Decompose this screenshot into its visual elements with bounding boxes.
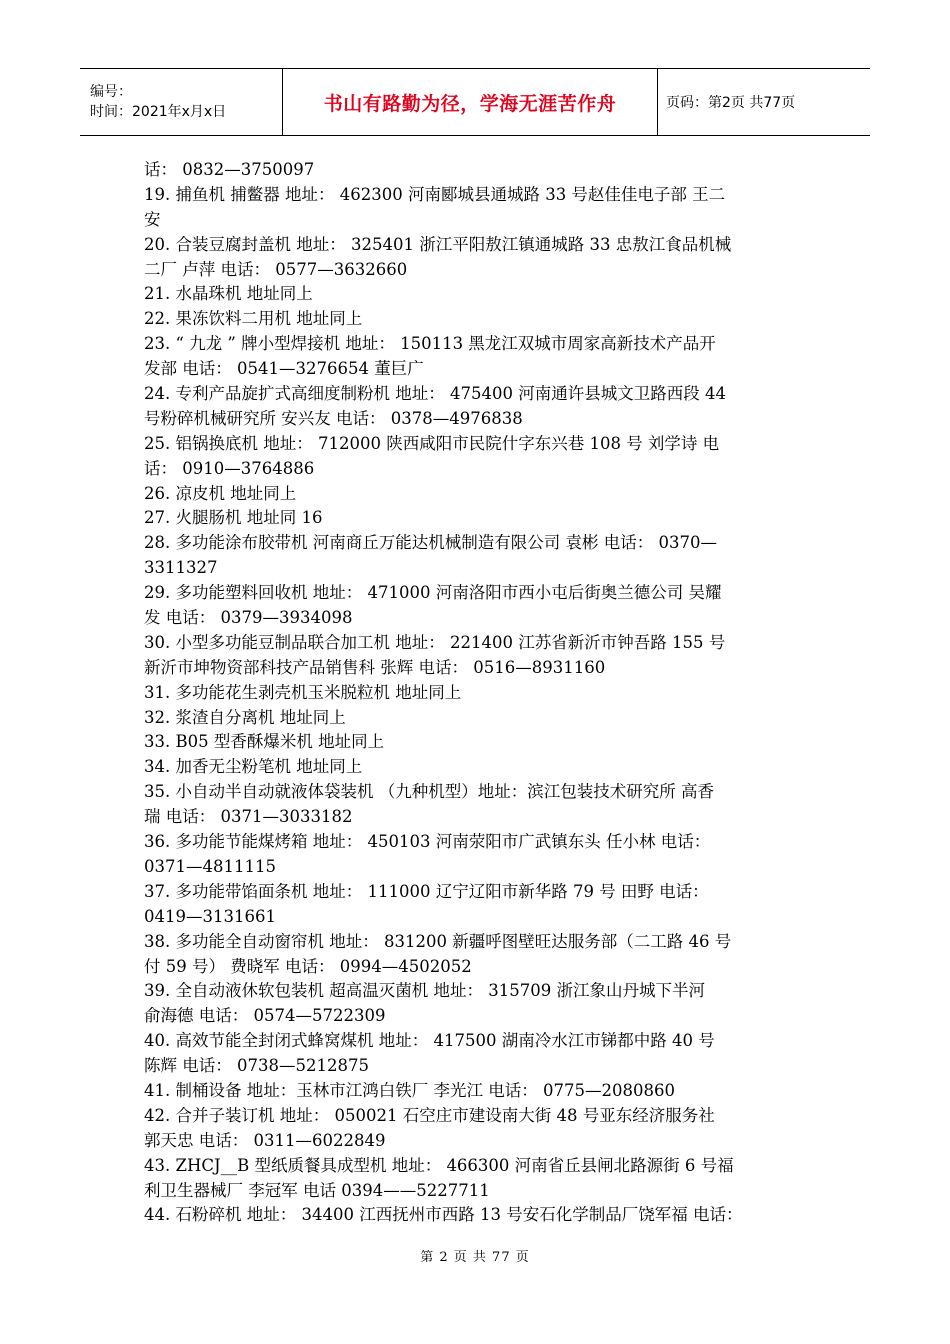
- text-line: 29. 多功能塑料回收机 地址： 471000 河南洛阳市西小屯后街奥兰德公司 吴耀: [144, 583, 722, 603]
- text-line: 郭天忠 电话： 0311—6022849: [144, 1130, 386, 1150]
- text-line: 30. 小型多功能豆制品联合加工机 地址： 221400 江苏省新沂市钟吾路 155 号: [144, 632, 726, 652]
- text-line: 41. 制桶设备 地址：玉林市江鸿白铁厂 李光江 电话： 0775—2080860: [144, 1080, 675, 1100]
- text-line: 二厂 卢萍 电话： 0577—3632660: [144, 259, 408, 279]
- text-line: 43. ZHCJ__B 型纸质餐具成型机 地址： 466300 河南省丘县闸北路源街 6 号福: [144, 1155, 734, 1175]
- text-line: 0371—4811115: [144, 856, 276, 876]
- text-line: 44. 石粉碎机 地址： 34400 江西抚州市西路 13 号安石化学制品厂饶军福 电话：: [144, 1205, 743, 1225]
- text-line: 31. 多功能花生剥壳机玉米脱粒机 地址同上: [144, 682, 462, 702]
- text-line: 32. 浆渣自分离机 地址同上: [144, 707, 346, 727]
- header-page-info-cell: [658, 69, 870, 135]
- text-line: 42. 合并子装订机 地址： 050021 石空庄市建设南大街 48 号亚东经济服务社: [144, 1105, 715, 1125]
- text-line: 21. 水晶珠机 地址同上: [144, 284, 313, 304]
- header-motto-cell: [283, 69, 658, 135]
- text-line: 39. 全自动液休软包装机 超高温灭菌机 地址： 315709 浙江象山丹城下半河: [144, 981, 705, 1001]
- text-line: 26. 凉皮机 地址同上: [144, 483, 297, 503]
- text-line: 22. 果冻饮料二用机 地址同上: [144, 309, 363, 329]
- text-line: 付 59 号） 费晓军 电话： 0994—4502052: [144, 956, 472, 976]
- text-line: 话： 0910—3764886: [144, 458, 315, 478]
- text-line: 28. 多功能涂布胶带机 河南商丘万能达机械制造有限公司 袁彬 电话： 0370—: [144, 533, 717, 553]
- text-line: 俞海德 电话： 0574—5722309: [144, 1006, 386, 1026]
- header-meta: [80, 69, 283, 135]
- text-line: 利卫生器械厂 李冠军 电话 0394——5227711: [144, 1180, 490, 1200]
- text-line: 3311327: [144, 558, 218, 578]
- text-line: 34. 加香无尘粉笔机 地址同上: [144, 757, 363, 777]
- text-line: 发部 电话： 0541—3276654 董巨广: [144, 359, 424, 379]
- text-line: 瑞 电话： 0371—3033182: [144, 807, 353, 827]
- text-line: 35. 小自动半自动就液体袋装机 （九种机型）地址：滨江包装技术研究所 高香: [144, 782, 714, 802]
- text-line: 话： 0832—3750097: [144, 160, 315, 179]
- text-line: 20. 合装豆腐封盖机 地址： 325401 浙江平阳敖江镇通城路 33 忠敖江食品机械: [144, 234, 732, 254]
- text-line: 38. 多功能全自动窗帘机 地址： 831200 新疆呼图壁旺达服务部（二工路 46 号: [144, 931, 732, 951]
- page-header: [80, 68, 870, 136]
- document-number-label: 编号：: [90, 84, 132, 100]
- text-line: 19. 捕鱼机 捕鳖器 地址： 462300 河南郾城县通城路 33 号赵佳佳电子部 王二: [144, 184, 726, 204]
- text-line: 27. 火腿肠机 地址同 16: [144, 508, 323, 528]
- header-page-info: 页码：第2页 共77页: [666, 95, 796, 111]
- text-line: 陈辉 电话： 0738—5212875: [144, 1056, 369, 1076]
- document-body: [144, 158, 809, 1228]
- text-line: 安: [144, 209, 161, 229]
- text-line: 23. “ 九龙 ” 牌小型焊接机 地址： 150113 黑龙江双城市周家高新技术产品开: [144, 334, 716, 354]
- page-footer: 第 2 页 共 77 页: [420, 1250, 530, 1265]
- header-motto: 书山有路勤为径，学海无涯苦作舟: [323, 92, 617, 115]
- text-line: 24. 专利产品旋扩式高细度制粉机 地址： 475400 河南通许县城文卫路西段 44: [144, 384, 726, 404]
- text-line: 0419—3131661: [144, 906, 276, 926]
- text-line: 37. 多功能带馅面条机 地址： 111000 辽宁辽阳市新华路 79 号 田野 电话：: [144, 881, 709, 901]
- text-line: 40. 高效节能全封闭式蜂窝煤机 地址： 417500 湖南冷水江市锑都中路 40 号: [144, 1031, 715, 1051]
- document-date: 时间：2021年x月x日: [90, 104, 227, 120]
- text-line: 发 电话： 0379—3934098: [144, 608, 353, 628]
- text-line: 33. B05 型香酥爆米机 地址同上: [144, 732, 385, 752]
- text-line: 号粉碎机械研究所 安兴友 电话： 0378—4976838: [144, 408, 523, 428]
- text-line: 新沂市坤物资部科技产品销售科 张辉 电话： 0516—8931160: [144, 657, 606, 677]
- text-line: 36. 多功能节能煤烤箱 地址： 450103 河南荥阳市广武镇东头 任小林 电话：: [144, 832, 711, 852]
- text-line: 25. 铝锅换底机 地址： 712000 陕西咸阳市民院什字东兴巷 108 号 刘学诗 电: [144, 433, 720, 453]
